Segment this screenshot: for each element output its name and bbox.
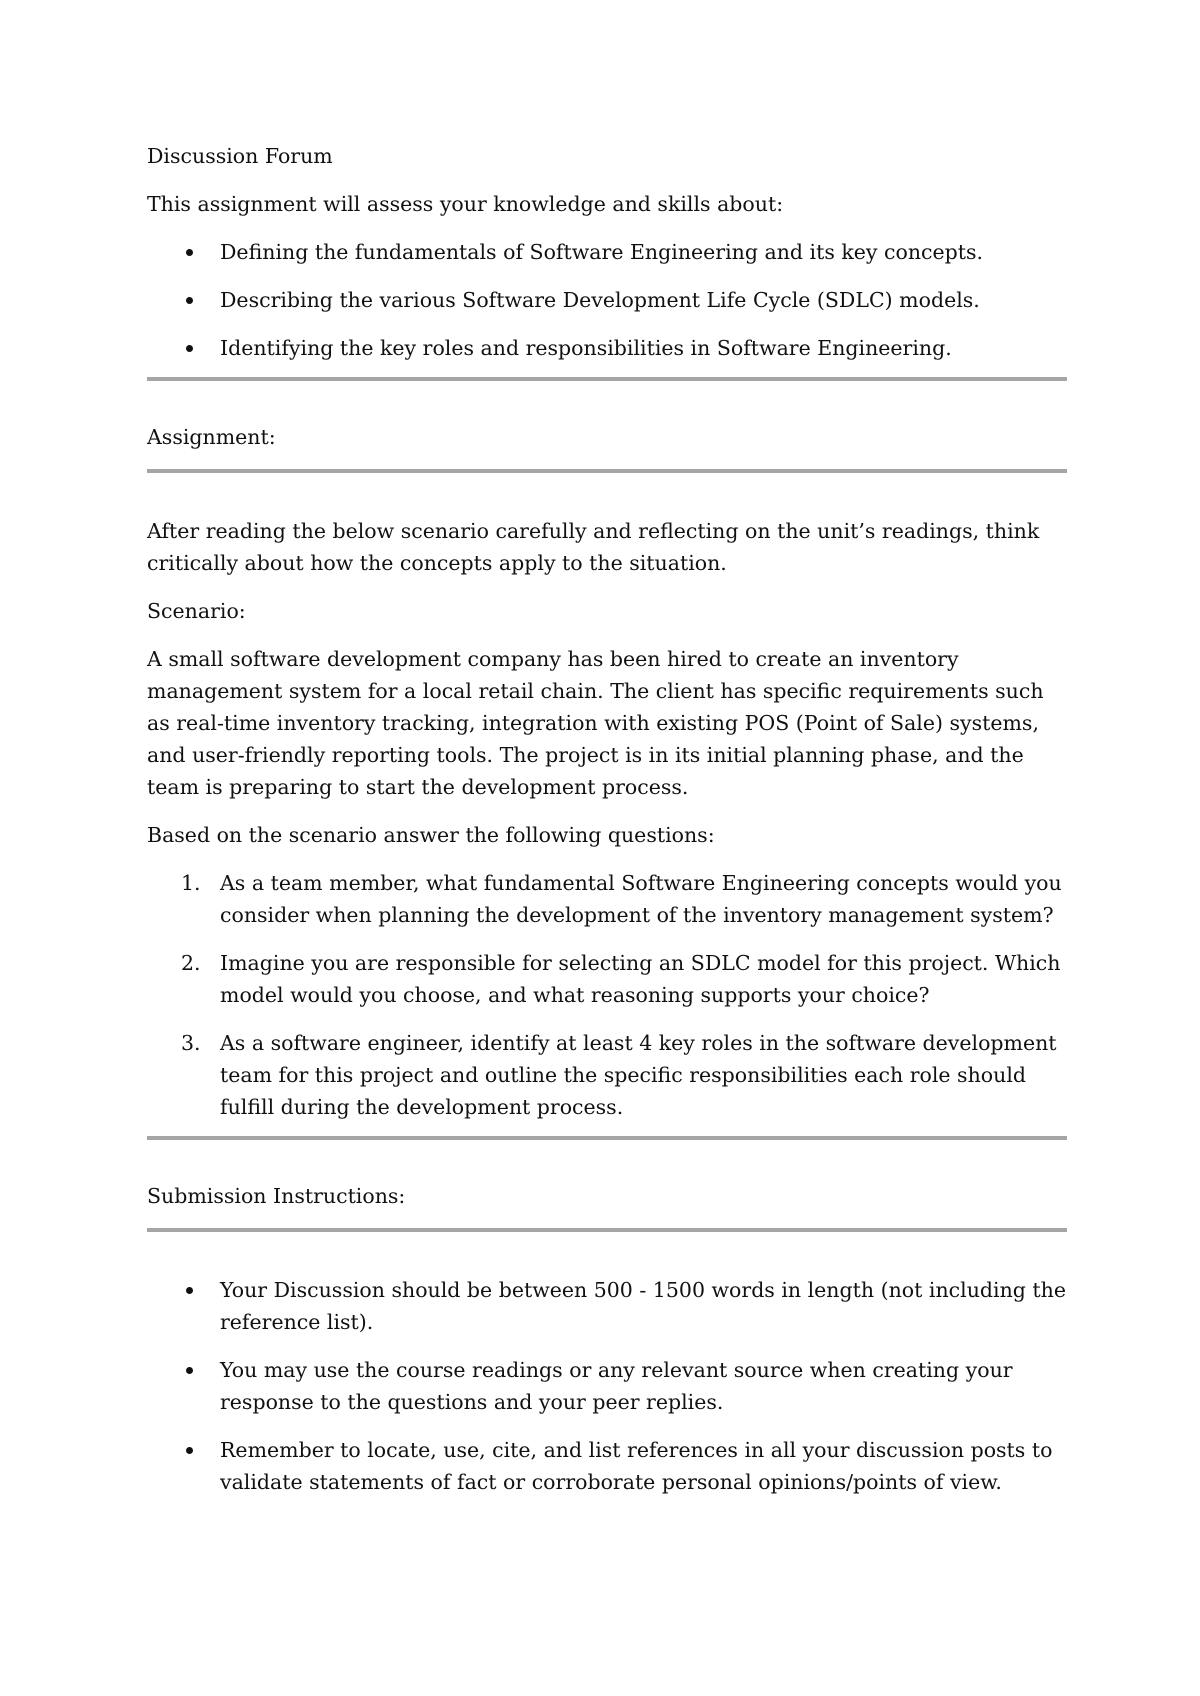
question-item (147, 947, 1067, 1011)
assignment-heading: Assignment: (147, 425, 276, 449)
objective-item: Describing the various Software Development Life Cycle (SDLC) models. (147, 284, 1067, 316)
question-item (147, 1027, 1067, 1123)
document-page (147, 140, 1067, 1514)
objective-item: Defining the fundamentals of Software Engineering and its key concepts. (147, 236, 1067, 268)
scenario-heading: Scenario: (147, 599, 246, 623)
question-item (147, 867, 1067, 931)
document-title: Discussion Forum (147, 144, 333, 168)
assignment-intro: After reading the below scenario carefully and reflecting on the unit’s readings, think critically about how the concepts apply to the situation. (147, 519, 1040, 575)
question-text: Imagine you are responsible for selecting an SDLC model for this project. Which model would you choose, and what reasoning supports your choice? (220, 951, 1061, 1007)
submission-item: Remember to locate, use, cite, and list references in all your discussion posts to validate statements of fact or corroborate personal opinions/points of view. (147, 1434, 1067, 1498)
intro-text: This assignment will assess your knowledge and skills about: (147, 192, 784, 216)
scenario-text: A small software development company has been hired to create an inventory management system for a local retail chain. The client has specific requirements such as real-time inventory tracking, integration with existing POS (Point of Sale) systems, and user-friendly reporting tools. The project is in its initial planning phase, and the team is preparing to start the development process. (147, 647, 1044, 799)
question-text: As a team member, what fundamental Software Engineering concepts would you consider when planning the development of the inventory management system? (220, 871, 1062, 927)
objective-item: Identifying the key roles and responsibilities in Software Engineering. (147, 332, 1067, 364)
question-number: 3. (181, 1031, 201, 1055)
questions-intro: Based on the scenario answer the following questions: (147, 823, 715, 847)
submission-list (147, 1274, 1067, 1498)
question-number: 2. (181, 951, 201, 975)
submission-item: You may use the course readings or any relevant source when creating your response to the questions and your peer replies. (147, 1354, 1067, 1418)
submission-heading: Submission Instructions: (147, 1184, 406, 1208)
question-number: 1. (181, 871, 201, 895)
submission-item: Your Discussion should be between 500 - 1500 words in length (not including the reference list). (147, 1274, 1067, 1338)
question-text: As a software engineer, identify at least 4 key roles in the software development team for this project and outline the specific responsibilities each role should fulfill during the development process. (220, 1031, 1057, 1119)
questions-list (147, 867, 1067, 1123)
objectives-list (147, 236, 1067, 364)
